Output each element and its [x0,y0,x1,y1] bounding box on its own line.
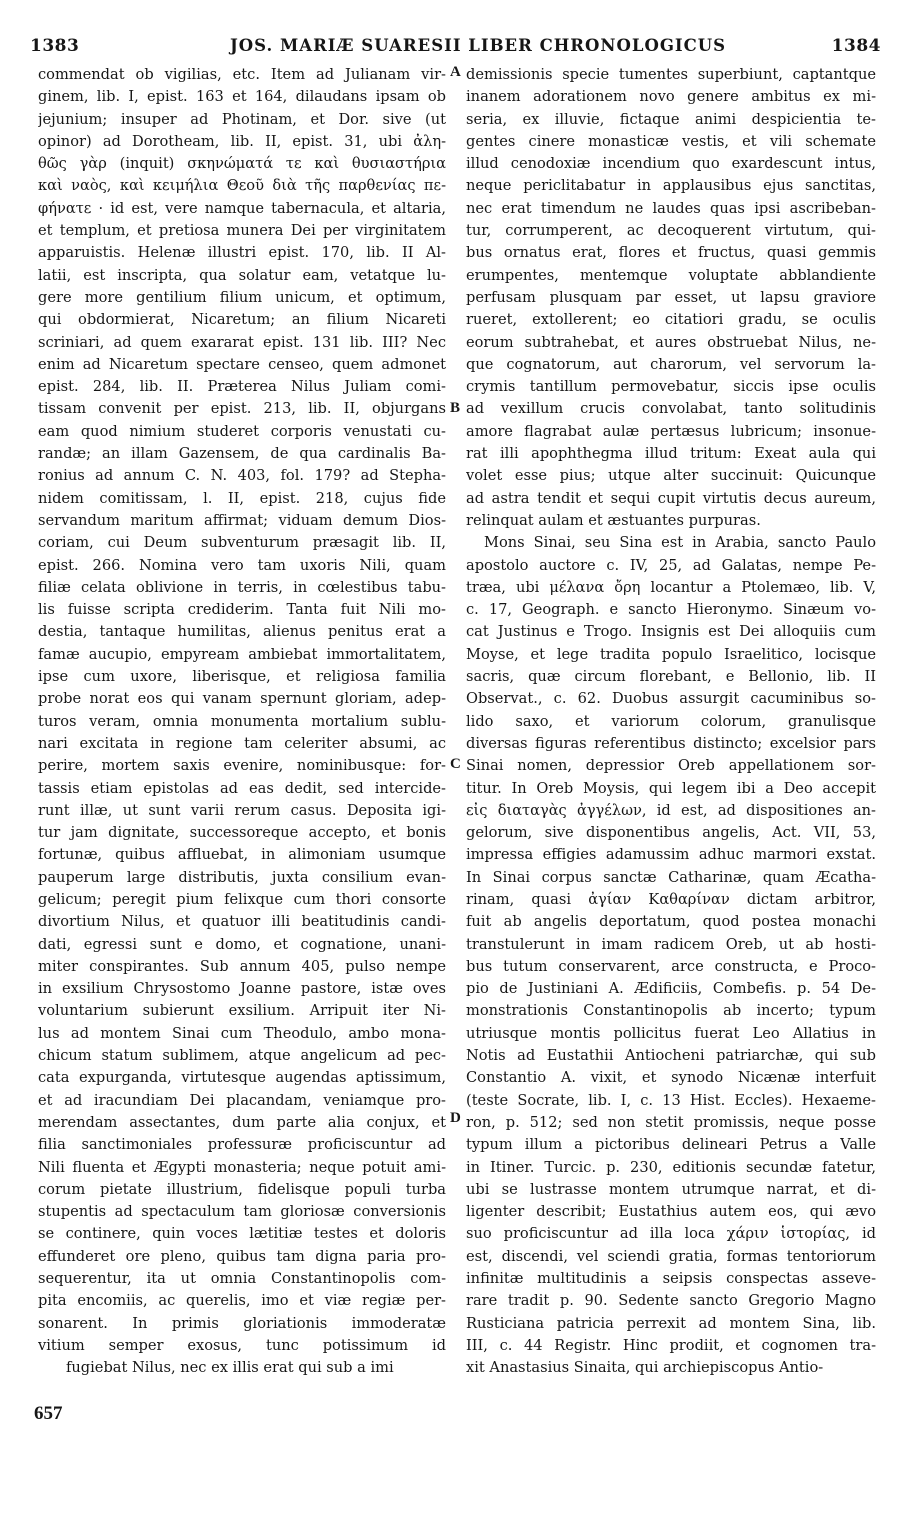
text-line: tur, corrumperent, ac decoquerent virtutum, qui- [466,222,876,240]
margin-letter-c: C [450,756,461,772]
left-column [38,64,446,1380]
text-line: latii, est inscripta, qua solatur eam, vetatque lu- [38,266,446,284]
text-line: corum pietate illustrium, fidelisque populi turba [38,1180,446,1198]
text-line: tassis etiam epistolas ad eas dedit, sed intercide- [38,779,446,797]
text-line: rare tradit p. 90. Sedente sancto Gregorio Magno [466,1292,876,1310]
text-line: ad vexillum crucis convolabat, tanto solitudinis [466,400,876,418]
text-line: filia sanctimoniales professuræ proficiscuntur ad [38,1136,446,1154]
text-line: καὶ ναὸς, καὶ κειμήλια Θεοῦ διὰ τῆς παρθενίας πε- [38,177,446,195]
page-number-right: 1384 [831,36,881,56]
text-line: utriusque montis pollicitus fuerat Leo Allatius in [466,1024,876,1042]
text-line: bus ornatus erat, flores et fructus, quasi gemmis [466,244,876,262]
text-line: coriam, cui Deum subventurum præsagit lib. II, [38,534,446,552]
text-line: ipse cum uxore, liberisque, et religiosa familia [38,668,446,686]
text-line: filiæ celata oblivione in terris, in cœlestibus tabu- [38,578,446,596]
text-line: c. 17, Geograph. e sancto Hieronymo. Sinæum vo- [466,601,876,619]
text-line: demissionis specie tumentes superbiunt, captantque [466,66,876,83]
text-line: jejunium; insuper ad Photinam, et Dor. sive (ut [38,110,446,128]
text-line: opinor) ad Dorotheam, lib. II, epist. 31, ubi ἀλη- [38,132,446,150]
margin-letter-d: D [450,1110,461,1126]
text-line: pita encomiis, ac querelis, imo et viæ regiæ per- [38,1292,446,1310]
text-line: chicum statum sublimem, atque angelicum ad pec- [38,1047,446,1065]
text-line: fortunæ, quibus affluebat, in alimoniam usumque [38,846,446,864]
text-line: et ad iracundiam Dei placandam, veniamque pro- [38,1091,446,1109]
text-line: volet esse pius; utque alter succinuit: Quicunque [466,467,876,485]
text-line: in Itiner. Turcic. p. 230, editionis secundæ fatetur, [466,1158,876,1176]
text-line: cata expurganda, virtutesque augendas aptissimum, [38,1069,446,1087]
text-line: vitium semper exosus, tunc potissimum id [38,1336,446,1354]
text-line: servandum maritum affirmat; viduam demum Dios- [38,511,446,529]
text-line: merendam assectantes, dum parte alia conjux, et [38,1113,446,1131]
text-line: est, discendi, vel sciendi gratia, formas tentoriorum [466,1247,876,1265]
text-line: suo proficiscuntur ad illa loca χάριν ἱστορίας, id [466,1225,876,1243]
text-line: titur. In Oreb Moysis, qui legem ibi a Deo accepit [466,779,876,797]
text-line: runt illæ, ut sunt varii rerum casus. Deposita igi- [38,801,446,819]
signature-mark: 657 [34,1403,63,1424]
text-line: xit Anastasius Sinaita, qui archiepiscopus Antio- [466,1359,824,1377]
text-line: stupentis ad spectaculum tam gloriosæ conversionis [38,1203,446,1221]
text-line: sonarent. In primis gloriationis immoderatæ [38,1314,446,1332]
running-title: JOS. MARIÆ SUARESII LIBER CHRONOLOGICUS [230,36,727,55]
text-line: Moyse, et lege tradita populo Israelitico, locisque [466,645,876,663]
text-line: lis fuisse scripta crediderim. Tanta fuit Nili mo- [38,601,446,619]
text-line: et templum, et pretiosa munera Dei per virginitatem [38,222,446,240]
text-line: enim ad Nicaretum spectare censeo, quem admonet [38,355,446,373]
text-line: Rusticiana patricia perrexit ad montem Sina, lib. [466,1314,876,1332]
text-line: perire, mortem saxis evenire, nominibusque: for- [38,757,446,775]
text-line: perfusam plusquam par esset, ut lapsu graviore [466,288,876,306]
text-line: εἰς διαταγὰς ἀγγέλων, id est, ad dispositiones an- [466,801,876,819]
text-line: epist. 266. Nomina vero tam uxoris Nili, quam [38,556,446,574]
text-line: amore flagrabat aulæ pertæsus lubricum; insonue- [466,422,876,440]
page-number-left: 1383 [30,36,80,56]
text-line: scriniari, ad quem exararat epist. 131 lib. III? Nec [38,333,446,351]
text-line: ron, p. 512; sed non stetit promissis, neque posse [466,1113,876,1131]
text-line: monstrationis Constantinopolis ab incerto; typum [466,1002,876,1020]
text-line: φήνατε · id est, vere namque tabernacula, et altaria, [38,199,446,217]
text-line: infinitæ multitudinis a seipsis conspectas asseve- [466,1270,876,1288]
text-line: inanem adorationem novo genere ambitus ex mi- [466,88,876,106]
text-line: nidem comitissam, l. II, epist. 218, cujus fide [38,489,446,507]
text-line: nec erat timendum ne laudes quas ipsi ascribeban- [466,199,876,217]
text-line: diversas figuras referentibus distincto; excelsior pars [466,734,876,752]
text-line: typum illum a pictoribus delineari Petrus a Valle [466,1136,876,1154]
text-line: divortium Nilus, et quatuor illi beatitudinis candi- [38,913,446,931]
text-line: crymis tantillum permovebatur, siccis ipse oculis [466,378,876,396]
text-line: rat illi apophthegma illud tritum: Exeat aula qui [466,445,876,463]
text-line: apparuistis. Helenæ illustri epist. 170, lib. II Al- [38,244,446,262]
text-line: gelicum; peregit pium felixque cum thori consorte [38,890,446,908]
text-line: bus tutum conservarent, arce constructa, e Proco- [466,957,876,975]
text-line: gelorum, sive disponentibus angelis, Act. VII, 53, [466,824,876,842]
text-line: sacris, quæ circum florebant, e Bellonio, lib. II [466,668,876,686]
text-line: eorum subtrahebat, et aures obstruebat Nilus, ne- [466,333,876,351]
text-line: apostolo auctore c. IV, 25, ad Galatas, nempe Pe- [466,556,876,574]
text-line: Mons Sinai, seu Sina est in Arabia, sancto Paulo [484,534,876,552]
text-line: ad astra tendit et sequi cupit virtutis decus aureum, [466,489,876,507]
text-line: fugiebat Nilus, nec ex illis erat qui sub a imi [66,1359,394,1377]
text-line: dati, egressi sunt e domo, et cognatione, unani- [38,935,446,953]
text-line: Nili fluenta et Ægypti monasteria; neque potuit ami- [38,1158,446,1176]
text-line: in exsilium Chrysostomo Joanne pastore, istæ oves [38,980,446,998]
text-line: sequerentur, ita ut omnia Constantinopolis com- [38,1270,446,1288]
text-line: eam quod nimium studeret corporis venustati cu- [38,422,446,440]
text-line: nari excitata in regione tam celeriter absumi, ac [38,734,446,752]
text-line: ronius ad annum C. N. 403, fol. 179? ad Stepha- [38,467,446,485]
right-column [466,64,876,1380]
margin-letter-a: A [450,64,461,80]
text-line: randæ; an illam Gazensem, de qua cardinalis Ba- [38,445,446,463]
text-line: cat Justinus e Trogo. Insignis est Dei alloquiis cum [466,623,876,641]
text-line: relinquat aulam et æstuantes purpuras. [466,511,761,529]
text-line: tissam convenit per epist. 213, lib. II, objurgans [38,400,446,418]
text-line: ubi se lustrasse montem utrumque narrat, et di- [466,1180,876,1198]
text-line: commendat ob vigilias, etc. Item ad Julianam vir- [38,66,446,83]
text-line: destia, tantaque humilitas, alienus penitus erat a [38,623,446,641]
text-line: fuit ab angelis deportatum, quod postea monachi [466,913,876,931]
text-line: lido saxo, et variorum colorum, granulisque [466,712,876,730]
text-line: lus ad montem Sinai cum Theodulo, ambo mona- [38,1024,446,1042]
text-line: træa, ubi μέλανα ὄρη locantur a Ptolemæo, lib. V, [466,578,876,596]
text-line: transtulerunt in imam radicem Oreb, ut ab hosti- [466,935,876,953]
text-line: Constantio A. vixit, et synodo Nicænæ interfuit [466,1069,876,1087]
text-line: θῶς γὰρ (inquit) σκηνώματά τε καὶ θυσιαστήρια [38,155,446,173]
text-line: rueret, extollerent; eo citatiori gradu, se oculis [466,311,876,329]
text-line: gere more gentilium filium unicum, et optimum, [38,288,446,306]
text-line: rinam, quasi ἀγίαν Καθαρίναν dictam arbitror, [466,890,876,908]
text-line: ginem, lib. I, epist. 163 et 164, dilaudans ipsam ob [38,88,446,106]
text-line: se continere, quin voces lætitiæ testes et doloris [38,1225,446,1243]
text-line: pauperum large distributis, juxta consilium evan- [38,868,446,886]
text-line: tur jam dignitate, successoreque accepto, et bonis [38,824,446,842]
text-line: impressa effigies adamussim adhuc marmori exstat. [466,846,876,864]
text-line: ligenter describit; Eustathius autem eos, qui ævo [466,1203,876,1221]
text-line: gentes cinere monasticæ vestis, et vili schemate [466,132,876,150]
text-line: Sinai nomen, depressior Oreb appellationem sor- [466,757,876,775]
text-line: qui obdormierat, Nicaretum; an filium Nicareti [38,311,446,329]
text-line: III, c. 44 Registr. Hinc prodiit, et cognomen tra- [466,1336,876,1354]
margin-letter-b: B [450,400,461,416]
text-line: (teste Socrate, lib. I, c. 13 Hist. Eccles). Hexaeme- [466,1091,876,1109]
text-line: miter conspirantes. Sub annum 405, pulso nempe [38,957,446,975]
text-line: que cognatorum, aut charorum, vel servorum la- [466,355,876,373]
text-line: seria, ex illuvie, fictaque animi despicientia te- [466,110,876,128]
text-line: turos veram, omnia monumenta mortalium sublu- [38,712,446,730]
text-line: pio de Justiniani A. Ædificiis, Combefis. p. 54 De- [466,980,876,998]
text-line: epist. 284, lib. II. Præterea Nilus Juliam comi- [38,378,446,396]
text-line: neque periclitabatur in applausibus ejus sanctitas, [466,177,876,195]
text-line: famæ aucupio, empyream ambiebat immortalitatem, [38,645,446,663]
text-line: voluntarium subierunt exsilium. Arripuit iter Ni- [38,1002,446,1020]
text-line: illud cenodoxiæ incendium quo exardescunt intus, [466,155,876,173]
text-line: effunderet ore pleno, quibus tam digna paria pro- [38,1247,446,1265]
text-line: erumpentes, mentemque voluptate abblandiente [466,266,876,284]
text-line: Observat., c. 62. Duobus assurgit cacuminibus so- [466,690,876,708]
text-line: probe norat eos qui vanam spernunt gloriam, adep- [38,690,446,708]
text-line: Notis ad Eustathii Antiocheni patriarchæ, qui sub [466,1047,876,1065]
running-header [30,36,881,60]
text-line: In Sinai corpus sanctæ Catharinæ, quam Æcatha- [466,868,876,886]
